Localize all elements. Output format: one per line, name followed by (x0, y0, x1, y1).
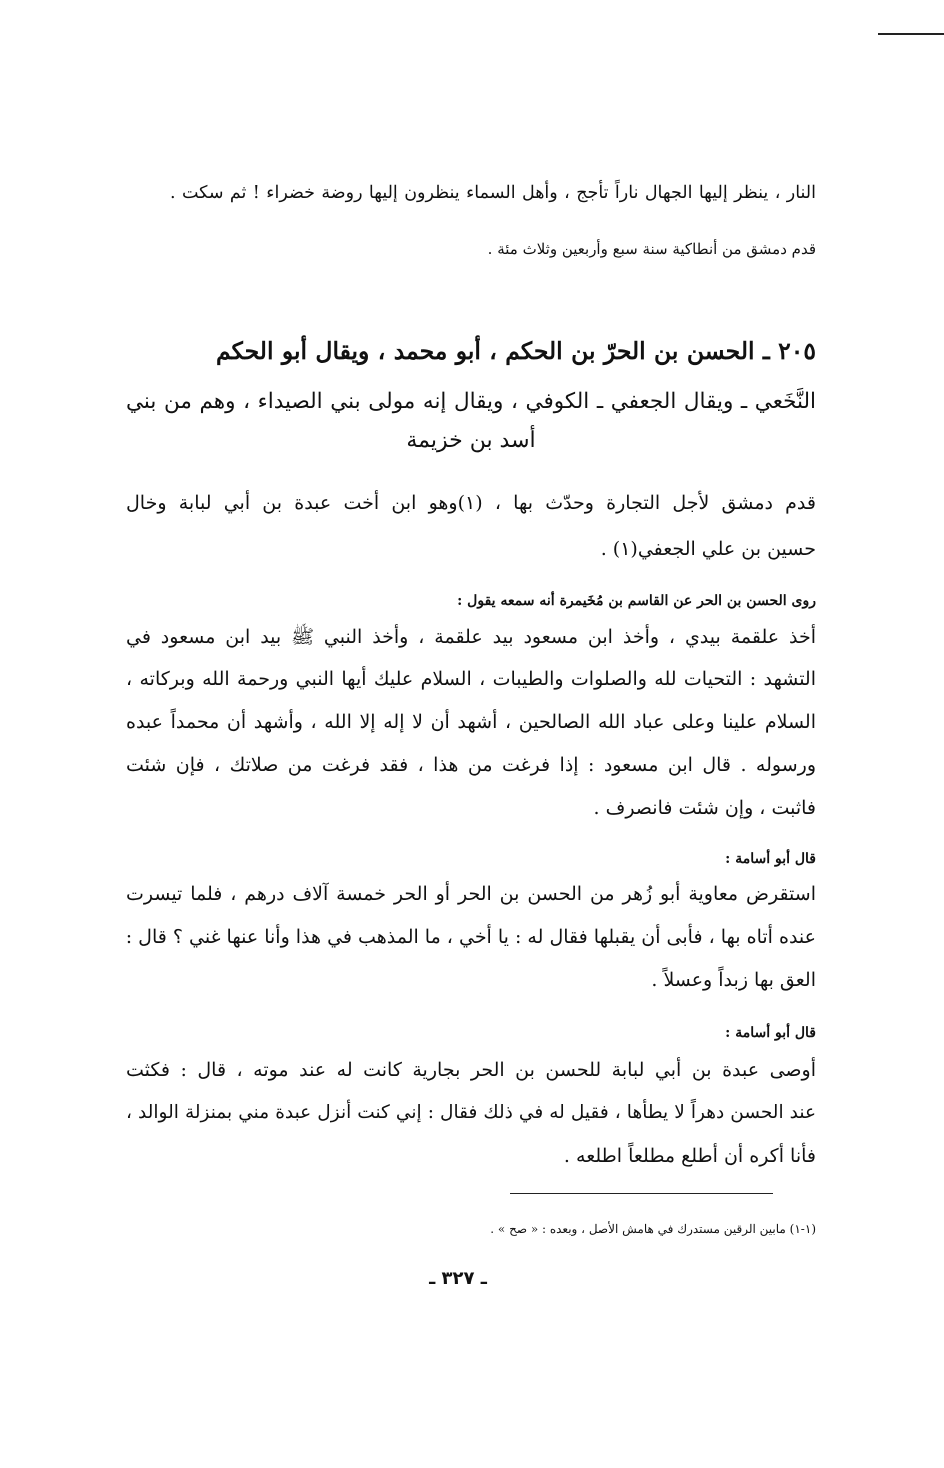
top-edge-rule (878, 33, 944, 35)
footnote-separator (510, 1193, 773, 1194)
page-number: ـ ٣٢٧ ـ (429, 1268, 487, 1289)
entry-heading-line-2: النَّخَعي ـ ويقال الجعفي ـ الكوفي ، ويقال إنه مولى بني الصيداء ، وهم من بني (126, 389, 816, 414)
entry-heading-line-3: أسد بن خزيمة (406, 428, 536, 453)
section-3-line-3: فأنا أكره أن أطلع مطلعاً اطلعه . (563, 1145, 816, 1167)
entry-intro-line-2: حسين بن علي الجعفي(١) . (600, 538, 816, 560)
section-1-line-2: التشهد : التحيات لله والصلوات والطيبات ، السلام عليك أيها النبي ورحمة الله وبركاته ، (126, 668, 816, 690)
section-2-label: قال أبو أسامة : (725, 851, 816, 867)
section-2-line-1: استقرض معاوية أبو زُهر من الحسن بن الحر أو الحر خمسة آلاف درهم ، فلما تيسرت (126, 883, 816, 905)
section-1-line-3: السلام علينا وعلى عباد الله الصالحين ، أشهد أن لا إله إلا الله ، وأشهد أن محمداً عبده (126, 711, 816, 733)
section-2-line-3: العق بها زبداً وعسلاً . (651, 969, 816, 991)
section-2-line-2: عنده أتاه بها ، فأبى أن يقبلها فقال له : يا أخي ، ما المذهب في هذا وأنا عنها غني ؟ قال : (125, 926, 816, 948)
entry-heading-line-1: ٢٠٥ ـ الحسن بن الحرّ بن الحكم ، أبو محمد ، ويقال أبو الحكم (216, 337, 816, 365)
section-3-label: قال أبو أسامة : (725, 1025, 816, 1041)
section-1-label: روى الحسن بن الحر عن القاسم بن مُخَيمرة أنه سمعه يقول : (457, 593, 816, 609)
footnote: (١-١) مابين الرقين مستدرك في هامش الأصل ، وبعده : « صح » . (490, 1222, 816, 1236)
entry-intro-line-1: قدم دمشق لأجل التجارة وحدّث بها ، (١)وهو ابن أخت عبدة بن أبي لبابة وخال (126, 492, 816, 514)
section-3-line-2: عند الحسن دهراً لا يطأها ، فقيل له في ذلك فقال : إني كنت أنزل عبدة مني بمنزلة الوالد ، (126, 1102, 816, 1123)
section-1-line-4: ورسوله . قال ابن مسعود : إذا فرغت من هذا ، فقد فرغت من صلاتك ، فإن شئت (126, 754, 816, 776)
intro-line-2: قدم دمشق من أنطاكية سنة سبع وأربعين وثلاث مئة . (487, 240, 816, 258)
section-3-line-1: أوصى عبدة بن أبي لبابة للحسن بن الحر بجارية كانت له عند موته ، قال : فكثت (126, 1059, 816, 1081)
section-1-line-5: فاثبت ، وإن شئت فانصرف . (593, 797, 816, 819)
section-1-line-1: أخذ علقمة بيدي ، وأخذ ابن مسعود بيد علقمة ، وأخذ النبي ﷺ بيد ابن مسعود في (126, 626, 816, 648)
intro-line-1: النار ، ينظر إليها الجهال ناراً تأجج ، وأهل السماء ينظرون إليها روضة خضراء ! ثم سكت . (170, 183, 816, 203)
